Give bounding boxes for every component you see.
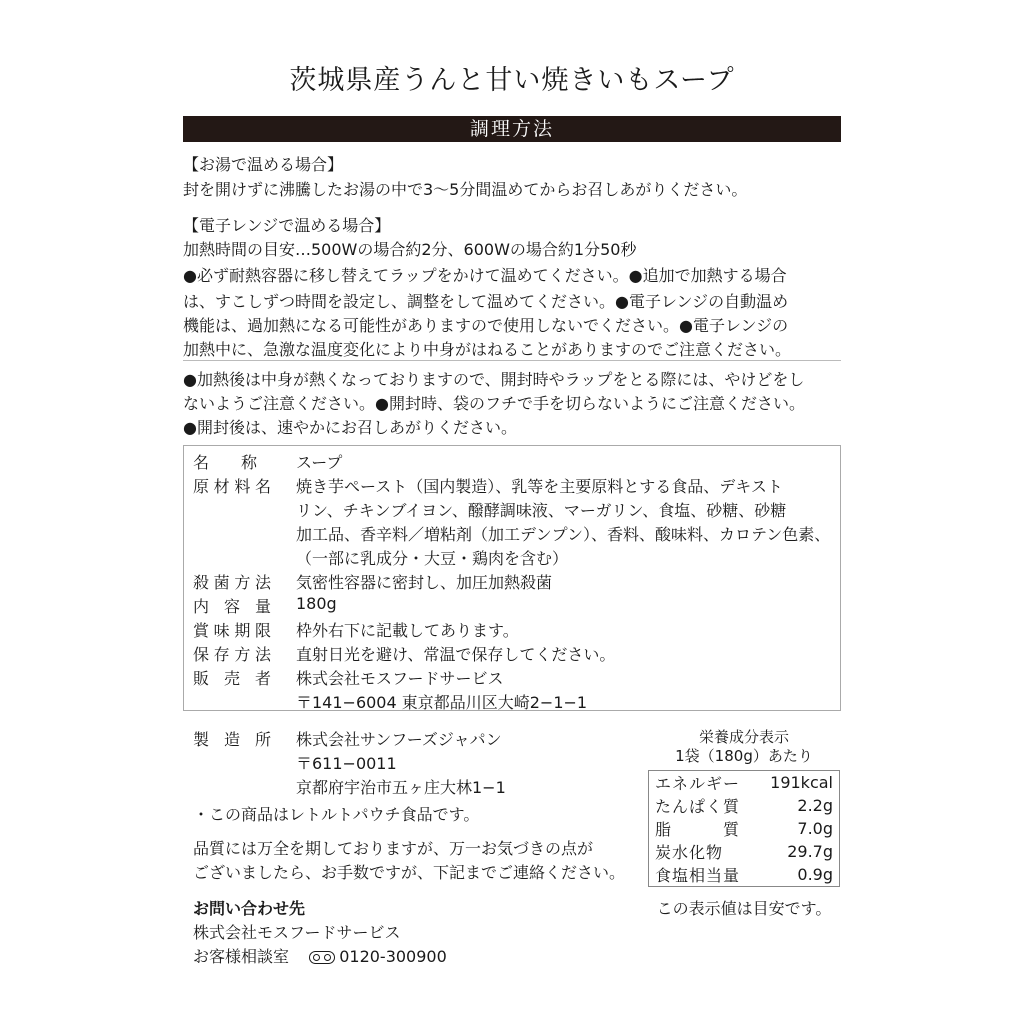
nutrient-name: 食塩相当量: [655, 866, 741, 885]
seller-label: 販 売 者: [193, 669, 271, 688]
nutrition-row: [649, 771, 840, 795]
contact-company: 株式会社モスフードサービス: [193, 923, 401, 942]
quality-note-line: ございましたら、お手数ですが、下記までご連絡ください。: [193, 863, 626, 882]
nutrition-title: 栄養成分表示: [698, 728, 789, 746]
ingredients-line: 加工品、香辛料／増粘剤（加工デンプン）、香料、酸味料、カロテン色素、: [296, 525, 831, 544]
nutrient-value: 191kcal: [770, 773, 833, 792]
nutrient-name: たんぱく質: [655, 797, 741, 816]
divider: [183, 360, 841, 361]
storage-label: 保存方法: [193, 645, 271, 664]
cooking-method-header: 調理方法: [183, 116, 841, 142]
best-before-label: 賞味期限: [193, 621, 271, 640]
manufacturer-name: 株式会社サンフーズジャパン: [296, 730, 502, 749]
manufacturer-label: 製 造 所: [193, 730, 271, 749]
retort-note: ・この商品はレトルトパウチ食品です。: [193, 805, 480, 824]
nutrition-row: [649, 840, 840, 863]
ingredients-label: 原材料名: [193, 477, 271, 496]
hot-water-text: 封を開けずに沸騰したお湯の中で3〜5分間温めてからお召しあがりください。: [183, 180, 748, 199]
seller-address: 〒141−6004 東京都品川区大崎2−1−1: [296, 693, 588, 712]
nutrition-footnote: この表示値は目安です。: [656, 899, 832, 918]
hot-water-heading: 【お湯で温める場合】: [183, 155, 344, 174]
microwave-note-line: は、すこしずつ時間を設定し、調整をして温めてください。●電子レンジの自動温め: [183, 292, 789, 311]
ingredients-line: （一部に乳成分・大豆・鶏肉を含む）: [296, 549, 569, 568]
microwave-note-line: 加熱中に、急激な温度変化により中身がはねることがありますのでご注意ください。: [183, 340, 792, 359]
manufacturer-address: 京都府宇治市五ヶ庄大林1−1: [296, 778, 506, 797]
contact-phone[interactable]: 0120-300900: [339, 947, 447, 966]
nutrient-name: 炭水化物: [655, 843, 724, 862]
volume-value: 180g: [296, 594, 337, 613]
nutrient-value: 2.2g: [797, 796, 833, 815]
contact-row: [193, 944, 447, 967]
sterilization-label: 殺菌方法: [193, 573, 271, 592]
name-value: スープ: [296, 453, 343, 472]
volume-label: 内 容 量: [193, 597, 271, 616]
nutrition-serving: 1袋（180g）あたり: [675, 747, 813, 765]
nutrient-name: 脂 質: [655, 820, 741, 839]
ingredients-line: 焼き芋ペースト（国内製造）、乳等を主要原料とする食品、デキスト: [296, 477, 783, 496]
nutrition-row: [649, 794, 840, 817]
caution-line: ないようご注意ください。●開封時、袋のフチで手を切らないようにご注意ください。: [183, 394, 805, 413]
seller-name: 株式会社モスフードサービス: [296, 669, 504, 688]
caution-line: ●開封後は、速やかにお召しあがりください。: [183, 418, 517, 437]
nutrient-value: 7.0g: [797, 819, 833, 838]
sterilization-value: 気密性容器に密封し、加圧加熱殺菌: [296, 573, 553, 592]
nutrient-value: 0.9g: [797, 865, 833, 884]
nutrition-row: [649, 817, 840, 840]
microwave-heading: 【電子レンジで温める場合】: [183, 216, 391, 235]
nutrition-row: [649, 863, 840, 887]
ingredients-line: リン、チキンブイヨン、醱酵調味液、マーガリン、食塩、砂糖、砂糖: [296, 501, 787, 520]
best-before-value: 枠外右下に記載してあります。: [296, 621, 519, 640]
caution-line: ●加熱後は中身が熱くなっておりますので、開封時やラップをとる際には、やけどをし: [183, 370, 805, 389]
manufacturer-postal: 〒611−0011: [296, 754, 397, 773]
microwave-time: 加熱時間の目安…500Wの場合約2分、600Wの場合約1分50秒: [183, 240, 637, 259]
microwave-note-line: ●必ず耐熱容器に移し替えてラップをかけて温めてください。●追加で加熱する場合: [183, 266, 787, 285]
nutrient-name: エネルギー: [655, 774, 741, 793]
free-dial-icon: [309, 951, 335, 964]
name-label: 名 称: [193, 453, 258, 472]
storage-value: 直射日光を避け、常温で保存してください。: [296, 645, 616, 664]
page-title: 茨城県産うんと甘い焼きいもスープ: [289, 65, 735, 96]
contact-desk: お客様相談室: [193, 947, 290, 966]
nutrient-value: 29.7g: [787, 842, 833, 861]
contact-heading: お問い合わせ先: [193, 899, 306, 918]
microwave-note-line: 機能は、過加熱になる可能性がありますので使用しないでください。●電子レンジの: [183, 316, 789, 335]
nutrition-table: [648, 770, 840, 887]
quality-note-line: 品質には万全を期しておりますが、万一お気づきの点が: [193, 839, 594, 858]
